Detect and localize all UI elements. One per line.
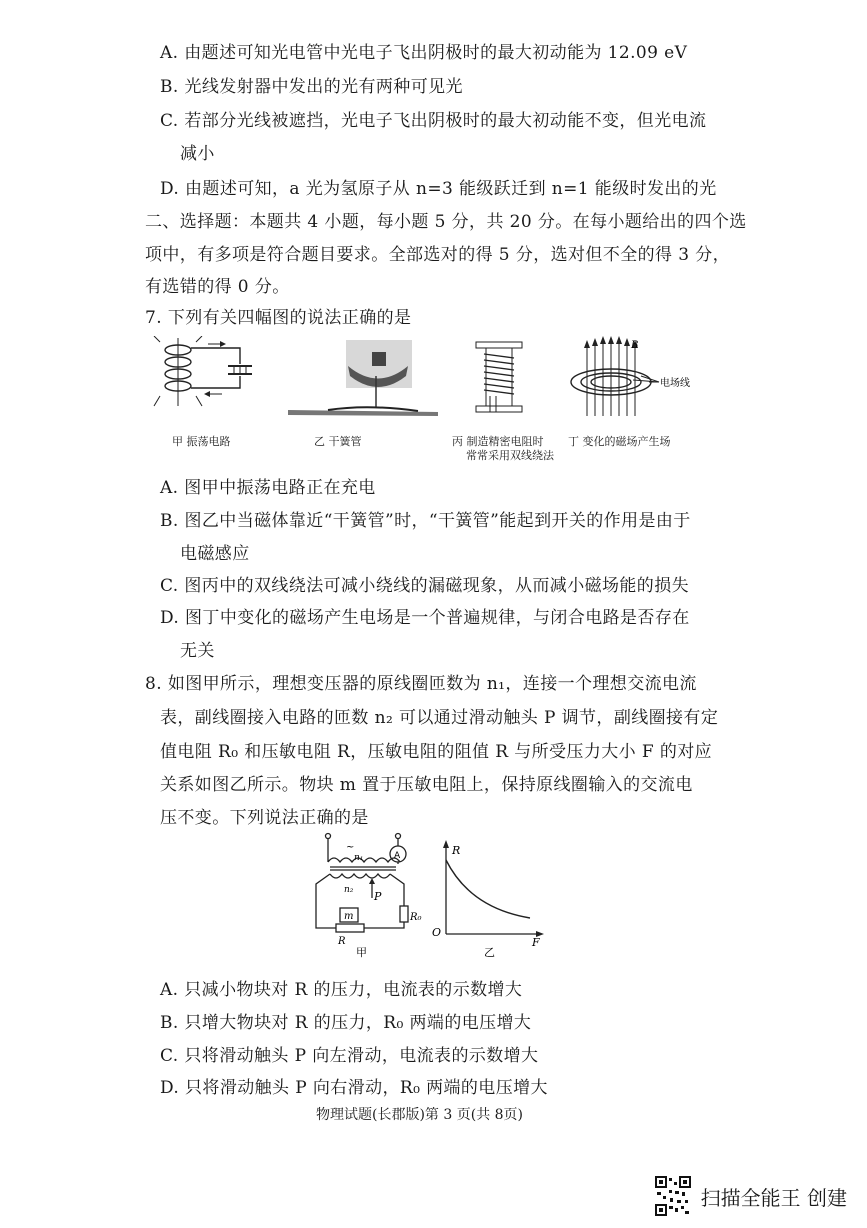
caption-yi: 乙 干簧管 xyxy=(314,435,362,448)
field-line-label: 电场线 xyxy=(660,378,690,389)
caption-fig-jia: 甲 xyxy=(356,946,367,958)
q7-stem: 7. 下列有关四幅图的说法正确的是 xyxy=(145,308,412,328)
graph-origin-label: O xyxy=(432,926,442,939)
qr-code-icon xyxy=(655,1176,691,1216)
page-footer: 物理试题(长郡版)第 3 页(共 8页) xyxy=(316,1107,524,1123)
section-2-instructions: 二、选择题：本题共 4 小题，每小题 5 分，共 20 分。在每小题给出的四个选 xyxy=(145,212,747,232)
q6-option-d: D. 由题述可知，a 光为氢原子从 n=3 能级跃迁到 n=1 能级时发出的光 xyxy=(160,179,717,199)
figure-changing-magnetic-field xyxy=(565,336,695,420)
figure-r-f-graph xyxy=(430,838,550,960)
graph-y-axis-label: R xyxy=(452,844,461,857)
label-m: m xyxy=(344,911,354,922)
q8-stem-3: 值电阻 R₀ 和压敏电阻 R，压敏电阻的阻值 R 与所受压力大小 F 的对应 xyxy=(160,742,713,762)
label-r: R xyxy=(338,936,346,947)
label-n2: n₂ xyxy=(344,885,354,895)
q8-stem-1: 8. 如图甲所示，理想变压器的原线圈匝数为 n₁，连接一个理想交流电流 xyxy=(145,674,697,694)
q7-option-c: C. 图丙中的双线绕法可减小绕线的漏磁现象，从而减小磁场能的损失 xyxy=(160,576,690,596)
label-n1: n₁ xyxy=(354,853,364,863)
b-field-label: B xyxy=(631,340,639,351)
q7-option-b-cont: 电磁感应 xyxy=(180,544,250,564)
section-2-instructions-cont: 项中，有多项是符合题目要求。全部选对的得 5 分，选对但不全的得 3 分， xyxy=(145,245,731,265)
caption-fig-yi: 乙 xyxy=(484,946,495,959)
section-2-instructions-end: 有选错的得 0 分。 xyxy=(145,277,290,297)
scanner-watermark xyxy=(655,1176,847,1216)
ac-source-symbol: ~ xyxy=(346,842,355,853)
q8-stem-5: 压不变。下列说法正确的是 xyxy=(160,808,369,828)
q8-option-b: B. 只增大物块对 R 的压力，R₀ 两端的电压增大 xyxy=(160,1013,532,1033)
figure-transformer-circuit xyxy=(300,830,430,958)
q7-option-b: B. 图乙中当磁体靠近“干簧管”时，“干簧管”能起到开关的作用是由于 xyxy=(160,511,691,531)
q7-option-a: A. 图甲中振荡电路正在充电 xyxy=(160,478,376,498)
label-r0: R₀ xyxy=(410,912,422,923)
label-p: P xyxy=(374,890,382,903)
caption-jia: 甲 振荡电路 xyxy=(172,435,231,448)
q8-option-a: A. 只减小物块对 R 的压力，电流表的示数增大 xyxy=(160,980,523,1000)
watermark-text: 扫描全能王 创建 xyxy=(700,1185,847,1210)
figure-bifilar-winding xyxy=(470,340,530,416)
q6-option-c: C. 若部分光线被遮挡，光电子飞出阴极时的最大初动能不变，但光电流 xyxy=(160,111,707,131)
caption-bing-2: 常常采用双线绕法 xyxy=(466,449,554,462)
q7-option-d: D. 图丁中变化的磁场产生电场是一个普遍规律，与闭合电路是否存在 xyxy=(160,608,690,628)
figure-oscillating-circuit xyxy=(150,336,260,416)
q7-option-d-cont: 无关 xyxy=(180,641,215,661)
graph-x-axis-label: F xyxy=(532,936,540,949)
q8-option-c: C. 只将滑动触头 P 向左滑动，电流表的示数增大 xyxy=(160,1046,539,1066)
q8-stem-4: 关系如图乙所示。物块 m 置于压敏电阻上，保持原线圈输入的交流电 xyxy=(160,775,693,795)
q6-option-a: A. 由题述可知光电管中光电子飞出阴极时的最大初动能为 12.09 eV xyxy=(160,43,688,63)
ammeter-symbol: A xyxy=(394,851,401,861)
figure-reed-switch xyxy=(288,336,438,426)
q8-option-d: D. 只将滑动触头 P 向右滑动，R₀ 两端的电压增大 xyxy=(160,1078,548,1098)
caption-bing-1: 丙 制造精密电阻时 xyxy=(452,435,544,448)
caption-ding: 丁 变化的磁场产生场 xyxy=(568,435,671,448)
q6-option-b: B. 光线发射器中发出的光有两种可见光 xyxy=(160,77,463,97)
q6-option-c-cont: 减小 xyxy=(180,144,215,164)
q8-stem-2: 表，副线圈接入电路的匝数 n₂ 可以通过滑动触头 P 调节，副线圈接有定 xyxy=(160,708,719,728)
